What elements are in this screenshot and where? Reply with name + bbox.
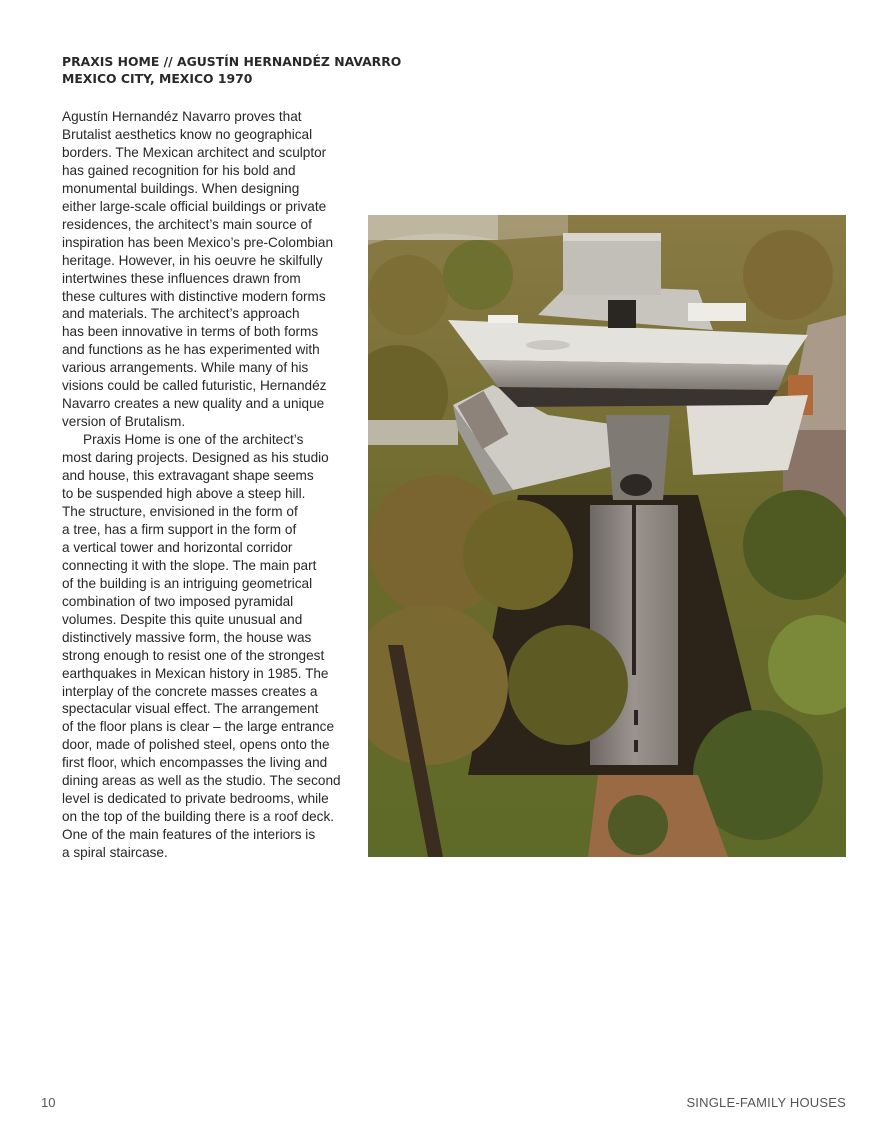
paragraph-2-start: Praxis Home is one of the architect’s <box>83 432 304 448</box>
body-line: and functions as he has experimented with <box>62 342 320 358</box>
body-line: either large-scale official buildings or private <box>62 198 327 214</box>
body-line: One of the main features of the interiors is <box>62 827 316 843</box>
body-line: and house, this extravagant shape seems <box>62 468 314 484</box>
body-line: borders. The Mexican architect and sculptor <box>62 144 327 160</box>
body-line: of the floor plans is clear – the large entrance <box>62 719 335 735</box>
body-line: has gained recognition for his bold and <box>62 162 296 178</box>
body-line: connecting it with the slope. The main part <box>62 557 317 573</box>
body-line: most daring projects. Designed as his studio <box>62 450 329 466</box>
body-line: Agustín Hernandéz Navarro proves that <box>62 109 302 124</box>
body-line: The structure, envisioned in the form of <box>62 503 298 519</box>
body-line: a tree, has a firm support in the form of <box>62 521 297 537</box>
body-line: a spiral staircase. <box>62 845 168 861</box>
body-line: spectacular visual effect. The arrangement <box>62 701 319 717</box>
article-body <box>62 108 362 862</box>
body-line: heritage. However, in his oeuvre he skilfully <box>62 252 323 268</box>
body-line: these cultures with distinctive modern forms <box>62 288 326 304</box>
body-line: has been innovative in terms of both forms <box>62 324 319 340</box>
heading-location: MEXICO CITY, MEXICO 1970 <box>62 71 253 86</box>
article-heading <box>62 53 402 87</box>
body-line: distinctively massive form, the house was <box>62 629 312 645</box>
body-line: and materials. The architect’s approach <box>62 306 300 322</box>
body-line: strong enough to resist one of the strongest <box>62 647 325 663</box>
body-line: dining areas as well as the studio. The second <box>62 773 341 789</box>
body-line: earthquakes in Mexican history in 1985. The <box>62 665 329 681</box>
body-line: first floor, which encompasses the living and <box>62 755 328 771</box>
body-line: monumental buildings. When designing <box>62 180 300 196</box>
building-photo <box>368 215 846 857</box>
body-line: visions could be called futuristic, Hernandéz <box>62 378 327 394</box>
body-line: volumes. Despite this quite unusual and <box>62 611 303 627</box>
body-line: version of Brutalism. <box>62 414 186 430</box>
body-line: Navarro creates a new quality and a unique <box>62 396 325 412</box>
page-number: 10 <box>41 1095 56 1110</box>
body-line: to be suspended high above a steep hill. <box>62 486 306 502</box>
section-title: SINGLE-FAMILY HOUSES <box>686 1095 846 1110</box>
body-line: Brutalist aesthetics know no geographical <box>62 126 313 142</box>
body-line: various arrangements. While many of his <box>62 360 309 376</box>
body-line: residences, the architect’s main source of <box>62 216 312 232</box>
body-line: a vertical tower and horizontal corridor <box>62 539 293 555</box>
body-line: intertwines these influences drawn from <box>62 270 301 286</box>
body-line: on the top of the building there is a roof deck. <box>62 809 335 825</box>
body-line: combination of two imposed pyramidal <box>62 593 294 609</box>
praxis-home-illustration <box>368 215 846 857</box>
body-line: inspiration has been Mexico’s pre-Colombian <box>62 234 334 250</box>
body-line: door, made of polished steel, opens onto the <box>62 737 330 753</box>
heading-title: PRAXIS HOME // AGUSTÍN HERNANDÉZ NAVARRO <box>62 54 402 69</box>
body-line: level is dedicated to private bedrooms, while <box>62 791 329 807</box>
body-line: of the building is an intriguing geometrical <box>62 575 313 591</box>
body-line: interplay of the concrete masses creates a <box>62 683 318 699</box>
